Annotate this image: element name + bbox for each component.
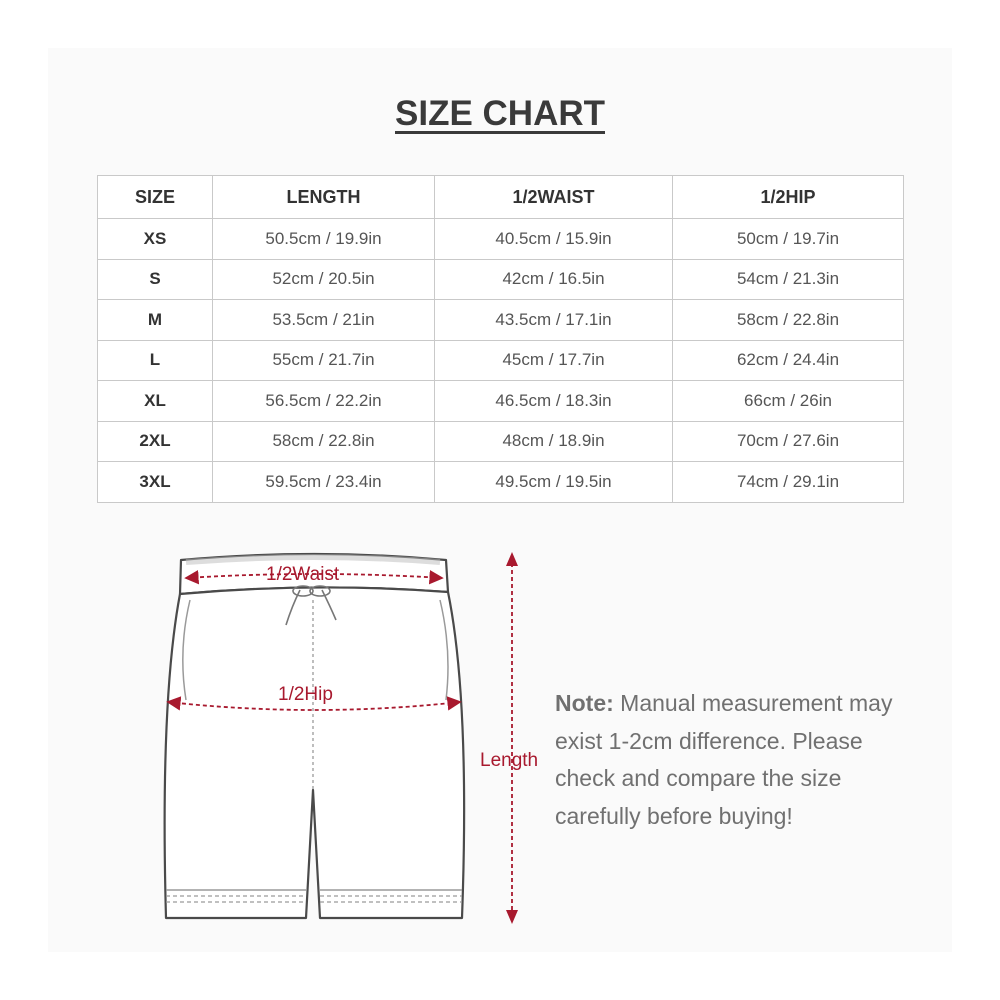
hip-cell: 62cm / 24.4in (673, 340, 904, 381)
waist-cell: 46.5cm / 18.3in (435, 381, 673, 422)
length-cell: 50.5cm / 19.9in (213, 219, 435, 260)
waist-cell: 45cm / 17.7in (435, 340, 673, 381)
length-label: Length (480, 750, 539, 771)
shorts-illustration (165, 554, 465, 918)
hip-cell: 66cm / 26in (673, 381, 904, 422)
hip-cell: 74cm / 29.1in (673, 462, 904, 503)
header-size: SIZE (98, 176, 213, 219)
length-cell: 56.5cm / 22.2in (213, 381, 435, 422)
header-length: LENGTH (213, 176, 435, 219)
size-cell: M (98, 300, 213, 341)
length-cell: 53.5cm / 21in (213, 300, 435, 341)
waist-cell: 48cm / 18.9in (435, 421, 673, 462)
waist-cell: 40.5cm / 15.9in (435, 219, 673, 260)
header-hip: 1/2HIP (673, 176, 904, 219)
length-measure-arrow (506, 552, 518, 924)
size-cell: 2XL (98, 421, 213, 462)
page-title: SIZE CHART (395, 94, 605, 133)
waist-cell: 43.5cm / 17.1in (435, 300, 673, 341)
hip-cell: 50cm / 19.7in (673, 219, 904, 260)
note-lead: Note: (555, 690, 614, 716)
length-cell: 55cm / 21.7in (213, 340, 435, 381)
size-cell: S (98, 259, 213, 300)
hip-cell: 58cm / 22.8in (673, 300, 904, 341)
waist-cell: 42cm / 16.5in (435, 259, 673, 300)
waist-label: 1/2Waist (266, 564, 340, 585)
hip-cell: 70cm / 27.6in (673, 421, 904, 462)
note-body: Manual measurement may exist 1-2cm difference. Please check and compare the size carefully before buying! (555, 690, 893, 829)
size-cell: XS (98, 219, 213, 260)
header-waist: 1/2WAIST (435, 176, 673, 219)
waist-cell: 49.5cm / 19.5in (435, 462, 673, 503)
length-cell: 58cm / 22.8in (213, 421, 435, 462)
size-cell: 3XL (98, 462, 213, 503)
note-text-block (555, 685, 915, 835)
length-cell: 59.5cm / 23.4in (213, 462, 435, 503)
length-cell: 52cm / 20.5in (213, 259, 435, 300)
hip-cell: 54cm / 21.3in (673, 259, 904, 300)
size-cell: L (98, 340, 213, 381)
size-cell: XL (98, 381, 213, 422)
hip-label: 1/2Hip (278, 684, 333, 705)
